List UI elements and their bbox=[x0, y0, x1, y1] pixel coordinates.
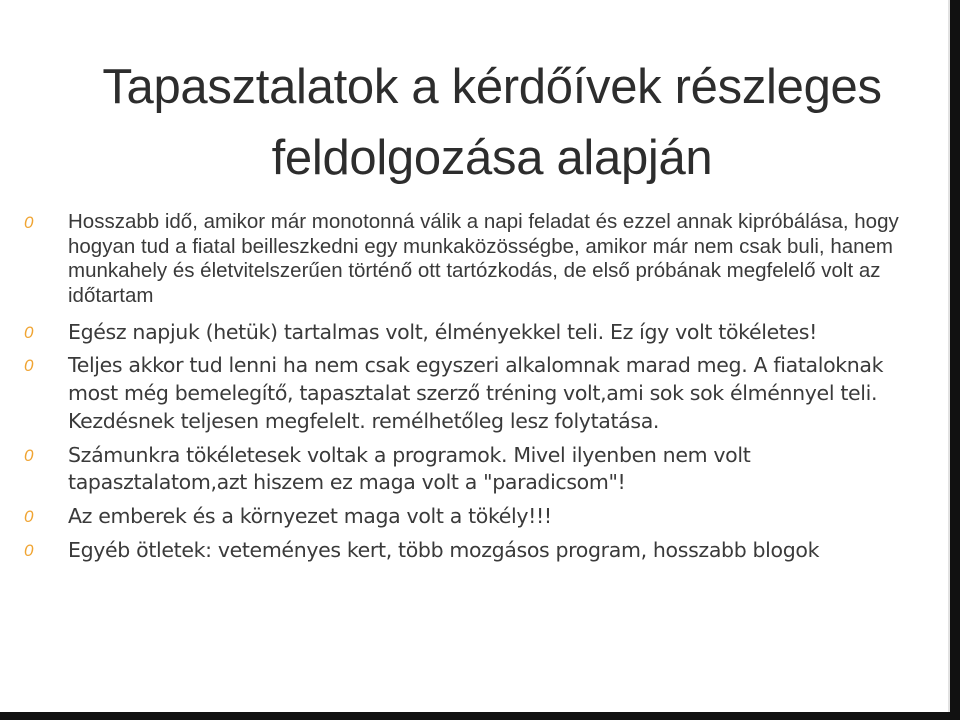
bullet-item bbox=[24, 537, 924, 565]
bullet-text: Egyéb ötletek: veteményes kert, több mozgásos program, hosszabb blogok bbox=[68, 537, 820, 562]
bullet-text: Az emberek és a környezet maga volt a tökély!!! bbox=[68, 504, 552, 529]
bullet-item bbox=[24, 503, 924, 531]
bullet-text: Hosszabb idő, amikor már monotonná válik a napi feladat és ezzel annak kipróbálása, hogy hogyan tud a fiatal beilleszkedni egy munkaközösségbe, amikor már nem csak buli, hanem munkahely és életvitelszerűen történő ott tartózkodás, de első próbának megfelelő volt az időtartam bbox=[68, 210, 899, 307]
bullet-marker-icon: 0 bbox=[24, 356, 34, 376]
bullet-marker-icon: 0 bbox=[24, 323, 34, 343]
bullet-marker-icon: 0 bbox=[24, 213, 34, 232]
bullet-text: Teljes akkor tud lenni ha nem csak egyszeri alkalomnak marad meg. A fiataloknak most még bemelegítő, tapasztalat szerző tréning volt,ami sok sok élménnyel teli. Kezdésnek teljesen megfelelt. remélhetőleg lesz folytatása. bbox=[68, 353, 884, 433]
bullet-marker-icon: 0 bbox=[24, 540, 34, 560]
bullet-marker-icon: 0 bbox=[24, 445, 34, 465]
bullet-item bbox=[24, 210, 924, 308]
bullet-item bbox=[24, 442, 924, 498]
bullet-item bbox=[24, 319, 924, 347]
bullet-text: Számunkra tökéletesek voltak a programok. Mivel ilyenben nem volt tapasztalatom,azt hiszem ez maga volt a "paradicsom"! bbox=[68, 442, 751, 495]
bullet-list bbox=[0, 210, 950, 565]
bullet-text: Egész napjuk (hetük) tartalmas volt, élményekkel teli. Ez így volt tökéletes! bbox=[68, 320, 817, 345]
bullet-marker-icon: 0 bbox=[24, 507, 34, 527]
bullet-item bbox=[24, 352, 924, 435]
slide-title: Tapasztalatok a kérdőívek részleges feldolgozása alapján bbox=[102, 60, 882, 185]
